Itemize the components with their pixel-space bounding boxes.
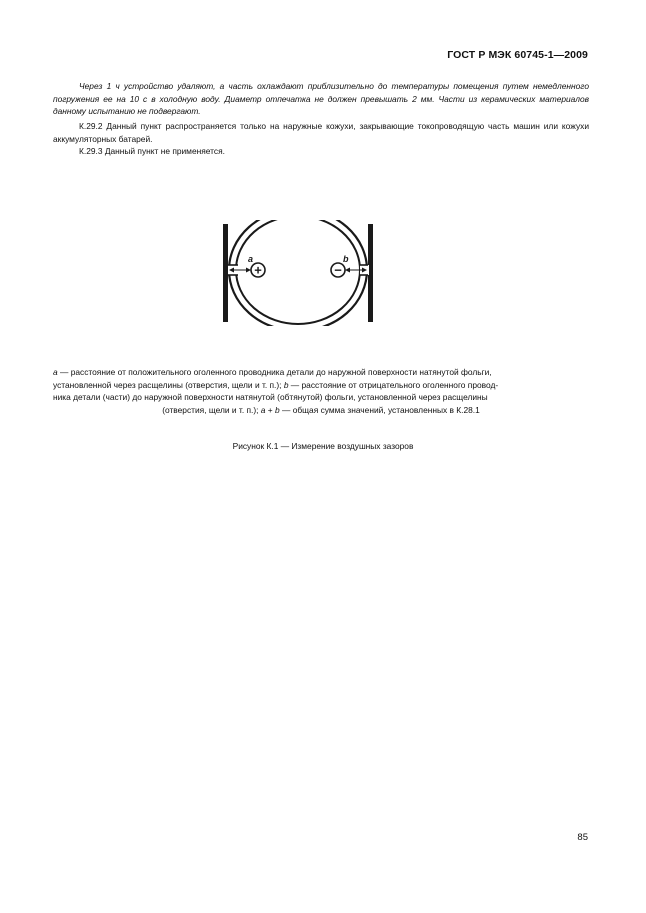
figure-air-clearance-diagram [220, 220, 380, 326]
italic-paragraph: Через 1 ч устройство удаляют, а часть охлаждают приблизительно до температуры помещения путем немедленного погружения ее на 10 с в холодную воду. Диаметр отпечатка не должен превышать 2 мм. Части из керамических материалов данному испытанию не подвергают. [53, 81, 589, 117]
figure-legend [53, 366, 589, 416]
minus-symbol: − [334, 262, 342, 278]
clause-block [53, 120, 589, 158]
clause-k29-2: К.29.2 Данный пункт распространяется только на наружные кожухи, закрывающие токопроводящую часть машин или кожухи аккумуляторных батарей. [53, 121, 589, 144]
dimension-label-b: b [343, 254, 349, 264]
legend-line-2b: — расстояние от отрицательного оголенного провод- [288, 379, 499, 390]
legend-line-3: ника детали (части) до наружной поверхности натянутой (обтянутой) фольги, установленной через расщелины [53, 392, 488, 403]
dimension-label-a: a [248, 254, 254, 264]
legend-line-2a: установленной через расщелины (отверстия, щели и т. п.); [53, 379, 284, 390]
legend-line-1-text: — расстояние от положительного оголенного проводника детали до наружной поверхности натянутой фольги, [57, 367, 492, 377]
legend-var-b: b [283, 379, 289, 390]
legend-sum-plus: + [265, 404, 276, 415]
legend-var-a: a [53, 367, 58, 377]
figure-title: Рисунок К.1 — Измерение воздушных зазоров [232, 441, 414, 451]
legend-line-4a: (отверстия, щели и т. п.); [162, 404, 261, 415]
left-foil-plate [223, 224, 228, 322]
legend-line-2 [53, 379, 589, 392]
document-header: ГОСТ Р МЭК 60745-1—2009 [447, 49, 588, 61]
legend-sum-b: b [275, 404, 280, 415]
arrowhead-b-left [345, 268, 350, 273]
legend-line-4b: — общая сумма значений, установленных в К.28.1 [279, 404, 480, 415]
plus-symbol: + [254, 262, 262, 278]
legend-line-1 [53, 366, 589, 379]
arrowhead-a-right [246, 268, 251, 273]
clause-k29-3: К.29.3 Данный пункт не применяется. [79, 146, 225, 157]
legend-line-4 [53, 404, 589, 417]
legend-sum-a: a [260, 404, 266, 415]
page-number: 85 [577, 832, 588, 843]
italic-paragraph-block [53, 80, 589, 118]
